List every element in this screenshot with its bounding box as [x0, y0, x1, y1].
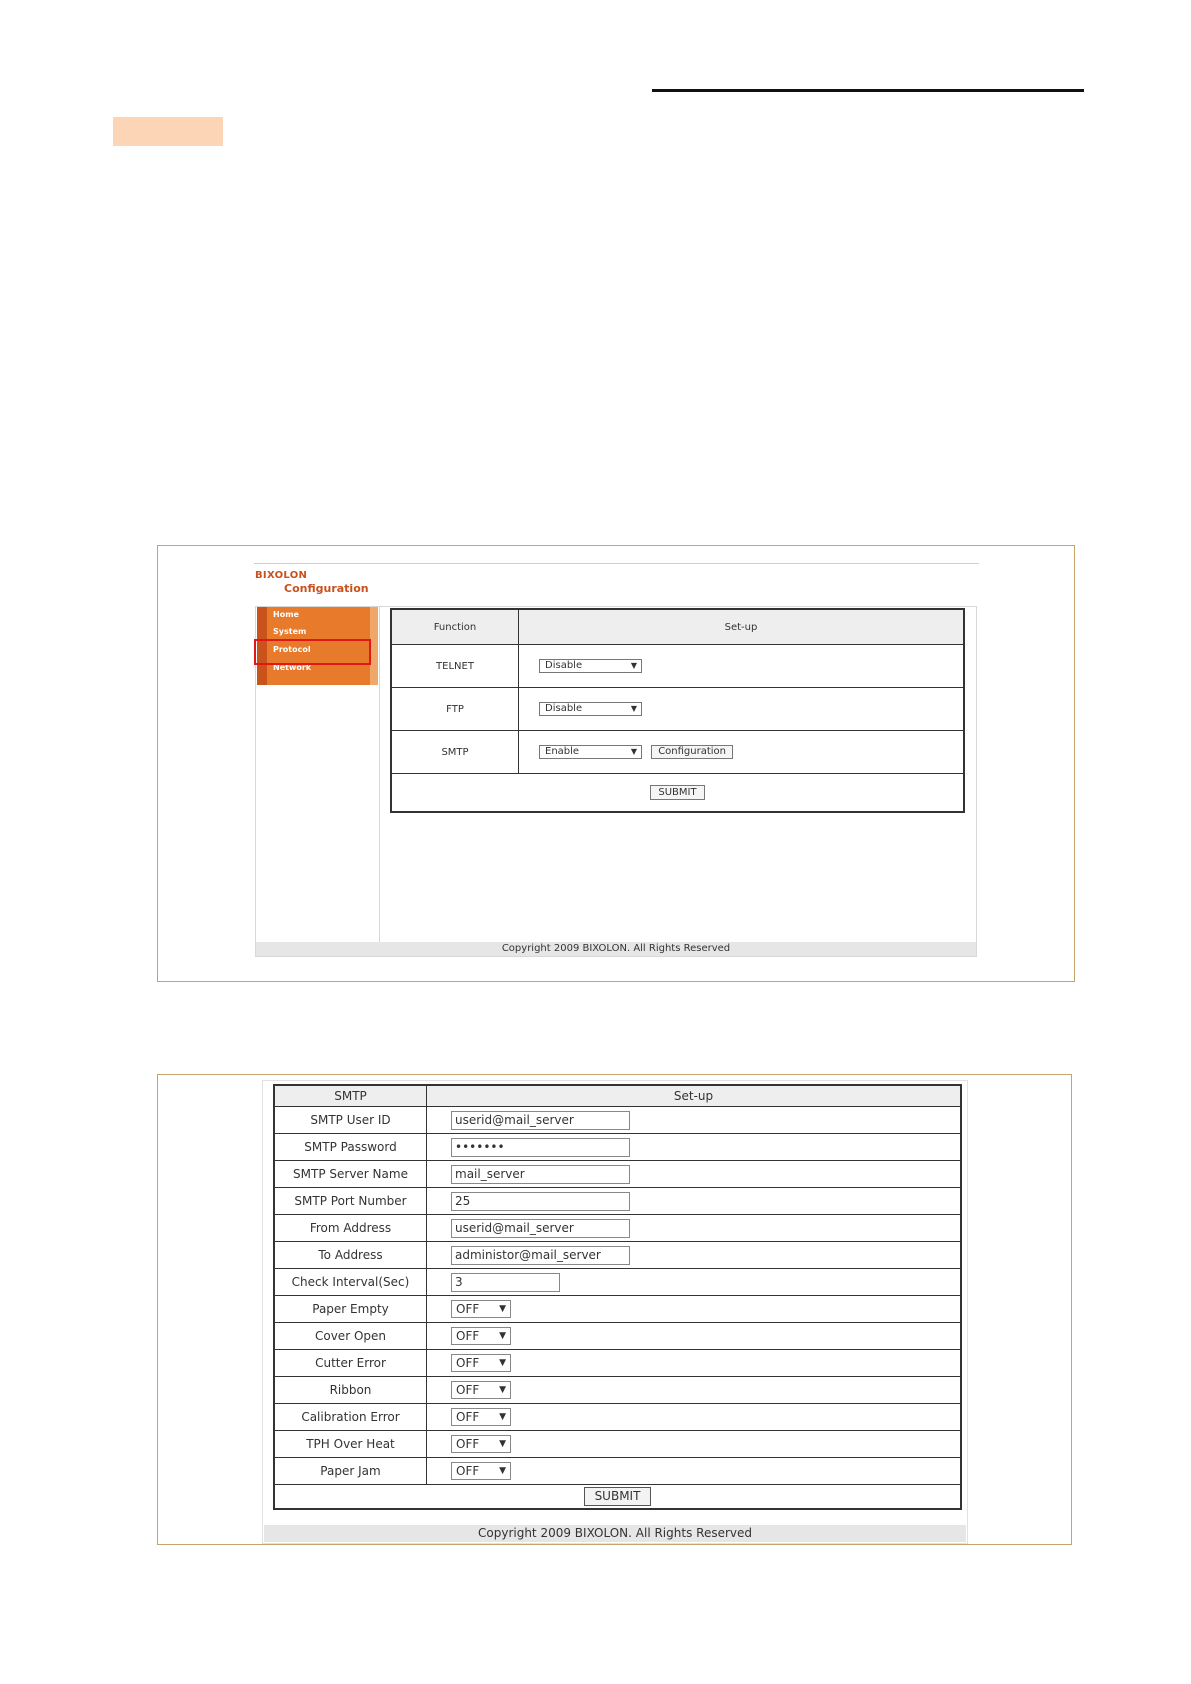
table-row: [391, 731, 964, 774]
ribbon-value: OFF: [456, 1383, 480, 1397]
table-row: [274, 1431, 961, 1458]
smtp-select-value: Enable: [545, 746, 580, 757]
telnet-select-value: Disable: [545, 660, 583, 671]
chevron-down-icon: ▼: [630, 704, 637, 713]
header-rule: [652, 89, 1084, 92]
paper-empty-select[interactable]: [451, 1300, 511, 1318]
calibration-error-select[interactable]: [451, 1408, 511, 1426]
cover-open-select[interactable]: [451, 1327, 511, 1345]
smtp-user-id-label: SMTP User ID: [274, 1107, 427, 1134]
table-row: [274, 1107, 961, 1134]
protocol-table: [390, 608, 965, 813]
protocol-screenshot-frame: [157, 545, 1075, 982]
tph-over-heat-select[interactable]: [451, 1435, 511, 1453]
from-address-input[interactable]: userid@mail_server: [451, 1219, 630, 1238]
section-tab: [113, 117, 223, 146]
paper-jam-select[interactable]: [451, 1462, 511, 1480]
brand-subtitle: Configuration: [284, 582, 369, 595]
to-address-input[interactable]: administor@mail_server: [451, 1246, 630, 1265]
smtp-column-header: SMTP: [274, 1085, 427, 1107]
chevron-down-icon: ▼: [499, 1385, 506, 1395]
table-row: [274, 1269, 961, 1296]
calibration-error-value: OFF: [456, 1410, 480, 1424]
table-row: [274, 1215, 961, 1242]
chevron-down-icon: ▼: [630, 747, 637, 756]
cutter-error-value: OFF: [456, 1356, 480, 1370]
chevron-down-icon: ▼: [499, 1412, 506, 1422]
paper-jam-value: OFF: [456, 1464, 480, 1478]
tph-over-heat-label: TPH Over Heat: [274, 1431, 427, 1458]
paper-jam-label: Paper Jam: [274, 1458, 427, 1485]
table-row: [274, 1134, 961, 1161]
table-row: [274, 1323, 961, 1350]
table-row: [274, 1188, 961, 1215]
cutter-error-label: Cutter Error: [274, 1350, 427, 1377]
table-row: [274, 1161, 961, 1188]
ftp-select[interactable]: [539, 702, 642, 716]
chevron-down-icon: ▼: [630, 661, 637, 670]
to-address-label: To Address: [274, 1242, 427, 1269]
table-row: [391, 645, 964, 688]
cutter-error-select[interactable]: [451, 1354, 511, 1372]
chevron-down-icon: ▼: [499, 1331, 506, 1341]
smtp-port-number-input[interactable]: 25: [451, 1192, 630, 1211]
ribbon-label: Ribbon: [274, 1377, 427, 1404]
sidebar-item-system[interactable]: System: [273, 627, 307, 636]
smtp-server-name-input[interactable]: mail_server: [451, 1165, 630, 1184]
ftp-select-value: Disable: [545, 703, 583, 714]
telnet-label: TELNET: [391, 645, 519, 688]
smtp-port-number-label: SMTP Port Number: [274, 1188, 427, 1215]
smtp-configuration-button[interactable]: Configuration: [651, 745, 733, 759]
smtp-label: SMTP: [391, 731, 519, 774]
table-row: [274, 1242, 961, 1269]
chevron-down-icon: ▼: [499, 1304, 506, 1314]
check-interval-label: Check Interval(Sec): [274, 1269, 427, 1296]
ribbon-select[interactable]: [451, 1381, 511, 1399]
submit-button[interactable]: SUBMIT: [584, 1487, 652, 1506]
copyright-footer: Copyright 2009 BIXOLON. All Rights Reserved: [264, 1525, 966, 1542]
setup-column-header: Set-up: [427, 1085, 962, 1107]
sidebar-item-network[interactable]: Network: [273, 663, 312, 672]
smtp-user-id-input[interactable]: userid@mail_server: [451, 1111, 630, 1130]
cover-open-value: OFF: [456, 1329, 480, 1343]
brand-logo: BIXOLON: [255, 570, 308, 581]
paper-empty-label: Paper Empty: [274, 1296, 427, 1323]
smtp-select[interactable]: [539, 745, 642, 759]
cover-open-label: Cover Open: [274, 1323, 427, 1350]
chevron-down-icon: ▼: [499, 1439, 506, 1449]
sidebar-item-protocol[interactable]: Protocol: [273, 645, 311, 654]
table-row: [274, 1296, 961, 1323]
setup-column-header: Set-up: [519, 609, 965, 645]
table-row: [274, 1350, 961, 1377]
paper-empty-value: OFF: [456, 1302, 480, 1316]
smtp-server-name-label: SMTP Server Name: [274, 1161, 427, 1188]
function-column-header: Function: [391, 609, 519, 645]
calibration-error-label: Calibration Error: [274, 1404, 427, 1431]
telnet-select[interactable]: [539, 659, 642, 673]
table-row: [274, 1404, 961, 1431]
copyright-footer: Copyright 2009 BIXOLON. All Rights Reserved: [256, 942, 976, 956]
table-row: [274, 1458, 961, 1485]
check-interval-input[interactable]: 3: [451, 1273, 560, 1292]
table-row: [274, 1377, 961, 1404]
sidebar-item-home[interactable]: Home: [273, 610, 299, 619]
header-divider: [254, 563, 979, 564]
chevron-down-icon: ▼: [499, 1358, 506, 1368]
tph-over-heat-value: OFF: [456, 1437, 480, 1451]
from-address-label: From Address: [274, 1215, 427, 1242]
submit-button[interactable]: SUBMIT: [650, 785, 704, 800]
sidebar-divider: [379, 607, 380, 956]
smtp-settings-table: [273, 1084, 962, 1510]
protocol-menu-highlight: [254, 639, 371, 665]
smtp-password-label: SMTP Password: [274, 1134, 427, 1161]
ftp-label: FTP: [391, 688, 519, 731]
chevron-down-icon: ▼: [499, 1466, 506, 1476]
table-row: [391, 688, 964, 731]
smtp-password-input[interactable]: •••••••: [451, 1138, 630, 1157]
menu-edge: [370, 607, 378, 685]
smtp-screenshot-frame: [157, 1074, 1072, 1545]
